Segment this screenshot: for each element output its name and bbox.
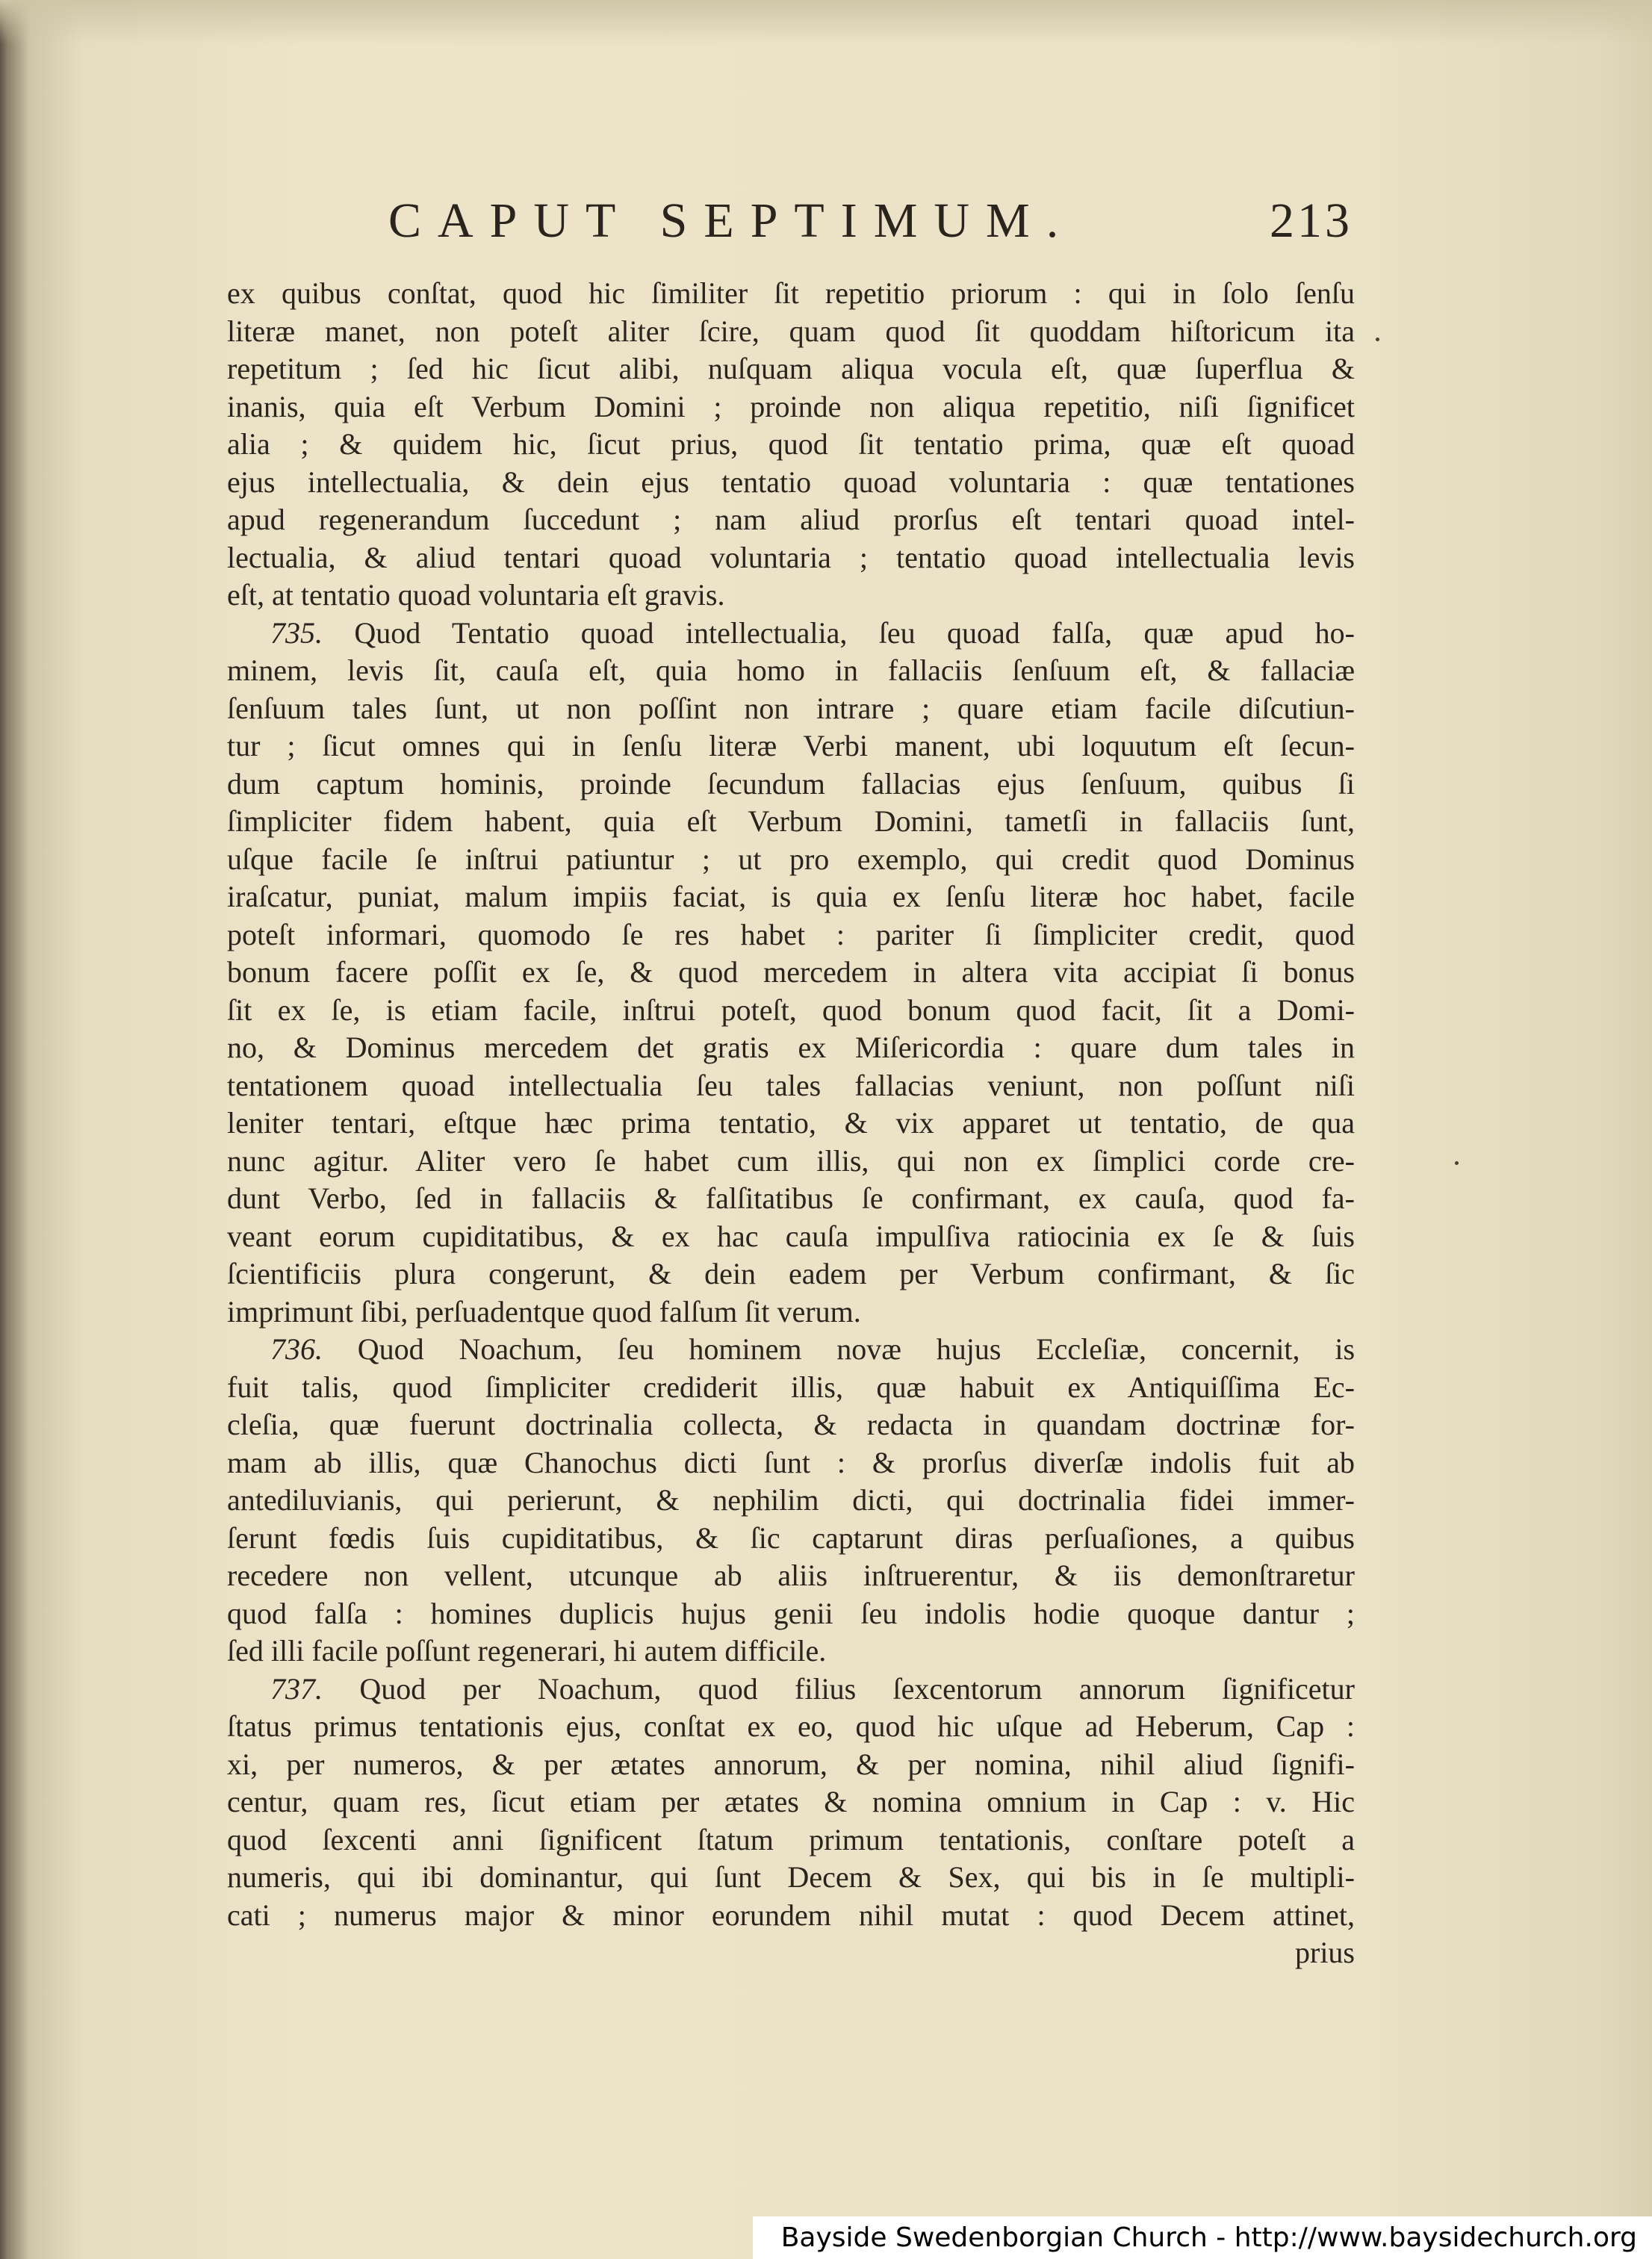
line-text: ſenſuum tales ſunt, ut non poſſint non intrare ; quare etiam facile diſcutiun- [227,691,1355,725]
text-line [227,1897,1355,1935]
text-line [227,464,1355,502]
text-line [227,1859,1355,1897]
text-line [227,501,1355,539]
line-text: dum captum hominis, proinde ſecundum fallacias ejus ſenſuum, quibus ſi [227,766,1355,801]
text-line [227,1595,1355,1633]
line-text: ſit ex ſe, is etiam facile, inſtrui poteſt, quod bonum quod facit, ſit a Domi- [227,992,1355,1027]
text-line [227,1520,1355,1558]
page-number: 213 [1270,193,1353,248]
line-text: dunt Verbo, ſed in fallaciis & falſitatibus ſe confirmant, ex cauſa, quod fa- [227,1181,1355,1215]
text-line [227,1746,1355,1784]
paragraph-734-continued [227,275,1355,615]
text-line [227,426,1355,464]
text-line [227,388,1355,426]
line-text: ex quibus conſtat, quod hic ſimiliter ſit repetitio priorum : qui in ſolo ſenſu [227,276,1355,310]
text-line [227,652,1355,690]
text-line [227,1293,1355,1332]
line-text: no, & Dominus mercedem det gratis ex Miſericordia : quare dum tales in [227,1031,1355,1064]
line-text: quod ſexcenti anni ſignificent ſtatum primum tentationis, conſtare poteſt a [227,1822,1355,1856]
line-text: bonum facere poſſit ex ſe, & quod mercedem in altera vita accipiat ſi bonus [227,955,1355,989]
line-text: ſcientificiis plura congerunt, & dein eadem per Verbum confirmant, & ſic [227,1257,1355,1290]
line-text: centur, quam res, ſicut etiam per ætates & nomina omnium in Cap : v. Hic [227,1785,1355,1818]
text-line [227,1104,1355,1143]
line-text: alia ; & quidem hic, ſicut prius, quod ſit tentatio prima, quæ eſt quoad [227,427,1355,461]
line-text: cleſia, quæ fuerunt doctrinalia collecta, & redacta in quandam doctrinæ for- [227,1408,1355,1441]
text-line [227,1143,1355,1181]
line-text: xi, per numeros, & per ætates annorum, & per nomina, nihil aliud ſignifi- [227,1747,1355,1781]
text-line [227,1708,1355,1746]
text-line [227,350,1355,388]
text-line [227,1557,1355,1595]
text-line [227,803,1355,841]
text-line [227,1783,1355,1821]
catchword: prius [1295,1936,1355,1969]
paragraph-number: 735. [270,615,355,650]
text-line [227,841,1355,879]
paragraph-736 [227,1331,1355,1671]
text-block [227,275,1355,1972]
line-text: ſimpliciter fidem habent, quia eſt Verbum Domini, tametſi in fallaciis ſunt, [227,804,1355,838]
text-line [227,275,1355,313]
margin-dot [1455,1161,1459,1165]
line-text: repetitum ; ſed hic ſicut alibi, nuſquam aliqua vocula eſt, quæ ſuperflua & [227,352,1355,385]
line-text: ſtatus primus tentationis ejus, conſtat ex eo, quod hic uſque ad Heberum, Cap : [227,1709,1355,1743]
line-text: tentationem quoad intellectualia ſeu tales fallacias veniunt, non poſſunt niſi [227,1068,1355,1102]
line-text: recedere non vellent, utcunque ab aliis inſtruerentur, & iis demonſtraretur [227,1559,1355,1592]
text-line [227,992,1355,1030]
line-text: fuit talis, quod ſimpliciter crediderit illis, quæ habuit ex Antiquiſſima Ec- [227,1370,1355,1404]
paragraph-735 [227,615,1355,1332]
text-line [227,1218,1355,1256]
line-text: veant eorum cupiditatibus, & ex hac cauſa impulſiva ratiocinia ex ſe & ſuis [227,1219,1355,1253]
line-text: poteſt informari, quomodo ſe res habet : pariter ſi ſimpliciter credit, quod [227,917,1355,951]
line-text: uſque facile ſe inſtrui patiuntur ; ut pro exemplo, qui credit quod Dominus [227,842,1355,876]
text-line [227,690,1355,728]
line-text: cati ; numerus major & minor eorundem nihil mutat : quod Decem attinet, [227,1898,1355,1932]
line-text: minem, levis ſit, cauſa eſt, quia homo in fallaciis ſenſuum eſt, & fallaciæ [227,653,1355,687]
line-text: tur ; ſicut omnes qui in ſenſu literæ Verbi manent, ubi loquutum eſt ſecun- [227,729,1355,762]
line-text: ſed illi facile poſſunt regenerari, hi autem difficile. [227,1634,827,1668]
line-text: quod falſa : homines duplicis hujus genii ſeu indolis hodie quoque dantur ; [227,1596,1355,1630]
text-line [227,1369,1355,1407]
text-line [227,765,1355,804]
line-text: iraſcatur, puniat, malum impiis faciat, is quia ex ſenſu literæ hoc habet, facile [227,880,1355,913]
text-line [227,1406,1355,1444]
text-line [227,313,1355,351]
text-line [227,615,1355,653]
line-text: Quod Noachum, ſeu hominem novæ hujus Eccleſiæ, concernit, is [357,1332,1355,1366]
footer-bar [753,2216,1652,2259]
text-line [227,916,1355,954]
margin-dot [1376,338,1379,341]
line-text: mam ab illis, quæ Chanochus dicti ſunt : & prorſus diverſæ indolis fuit ab [227,1445,1355,1479]
paragraph-number: 736. [270,1332,358,1366]
line-text: antediluvianis, qui perierunt, & nephilim dicti, qui doctrinalia fidei immer- [227,1483,1355,1517]
running-head: CAPUT SEPTIMUM. [388,193,1075,248]
line-text: nunc agitur. Aliter vero ſe habet cum illis, qui non ex ſimplici corde cre- [227,1143,1355,1178]
text-line [227,539,1355,577]
text-line [227,1029,1355,1067]
line-text: leniter tentari, eſtque hæc prima tentatio, & vix apparet ut tentatio, de qua [227,1106,1355,1140]
text-line [227,1632,1355,1671]
text-line [227,577,1355,615]
line-text: eſt, at tentatio quoad voluntaria eſt gravis. [227,578,725,612]
text-line [227,878,1355,916]
line-text: imprimunt ſibi, perſuadentque quod falſum ſit verum. [227,1294,861,1329]
text-line [227,1482,1355,1520]
line-text: numeris, qui ibi dominantur, qui ſunt Decem & Sex, qui bis in ſe multipli- [227,1860,1355,1894]
text-line [227,1067,1355,1105]
text-line [227,1444,1355,1482]
text-line [227,1821,1355,1859]
line-text: Quod Tentatio quoad intellectualia, ſeu quoad falſa, quæ apud ho- [354,615,1355,650]
text-line [227,954,1355,992]
line-text: Quod per Noachum, quod filius ſexcentorum annorum ſignificetur [359,1671,1355,1706]
page-header [0,193,1652,252]
line-text: apud regenerandum ſuccedunt ; nam aliud prorſus eſt tentari quoad intel- [227,503,1355,536]
text-line [227,1255,1355,1293]
line-text: literæ manet, non poteſt aliter ſcire, quam quod ſit quoddam hiſtoricum ita [227,314,1355,348]
text-line [227,1180,1355,1218]
text-line [227,1331,1355,1369]
text-line [227,1671,1355,1709]
paragraph-737 [227,1671,1355,1935]
footer-credit[interactable]: Bayside Swedenborgian Church - http://www.baysidechurch.org [780,2222,1637,2253]
line-text: inanis, quia eſt Verbum Domini ; proinde non aliqua repetitio, niſi ſignificet [227,389,1355,423]
text-line [227,727,1355,765]
line-text: ejus intellectualia, & dein ejus tentatio quoad voluntaria : quæ tentationes [227,464,1355,499]
line-text: ſerunt fœdis ſuis cupiditatibus, & ſic captarunt diras perſuaſiones, a quibus [227,1520,1355,1555]
paragraph-number: 737. [270,1671,360,1706]
line-text: lectualia, & aliud tentari quoad voluntaria ; tentatio quoad intellectualia levis [227,540,1355,574]
